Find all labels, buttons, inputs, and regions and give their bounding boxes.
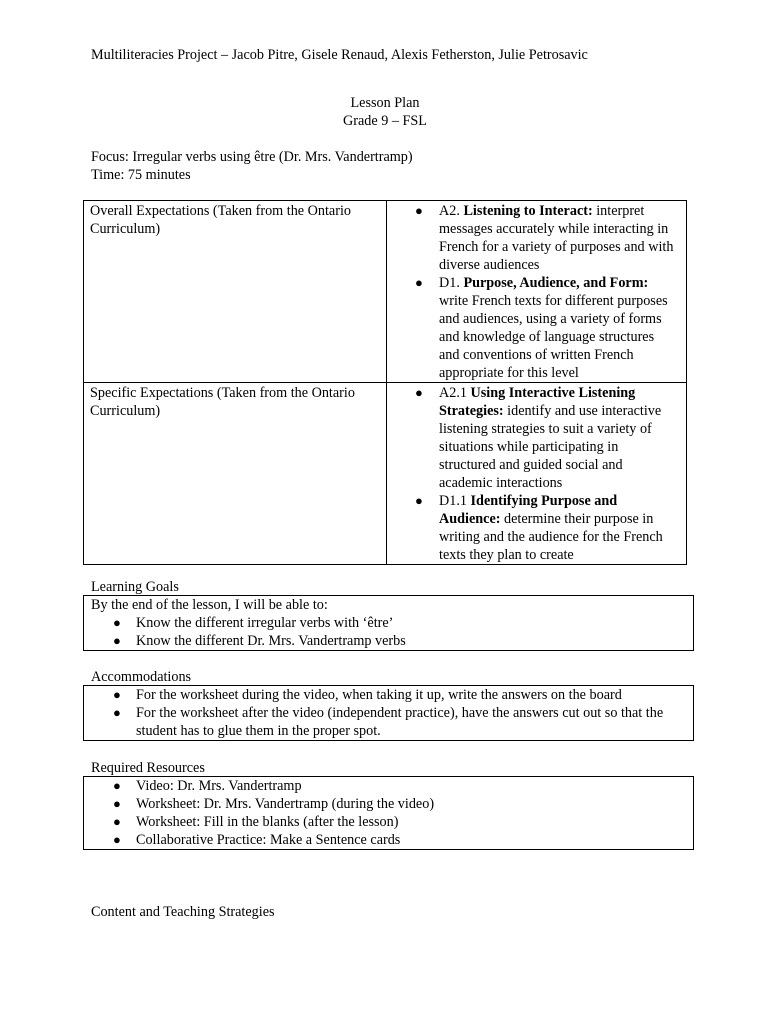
bullet-icon: ●: [113, 687, 121, 702]
resource-text: Video: Dr. Mrs. Vandertramp: [136, 778, 302, 794]
overall-expectations-list: [387, 202, 678, 382]
expectation-code: D1.1: [439, 493, 467, 509]
list-item: [387, 492, 678, 564]
resources-title: Required Resources: [91, 760, 205, 776]
document-header: Multiliteracies Project – Jacob Pitre, Gisele Renaud, Alexis Fetherston, Julie Petrosavic: [91, 47, 588, 63]
accommodations-title: Accommodations: [91, 669, 192, 685]
accommodation-text: For the worksheet during the video, when taking it up, write the answers on the board: [136, 687, 622, 703]
lesson-plan-title: Lesson Plan: [350, 95, 420, 111]
specific-expectations-list: [387, 384, 678, 564]
bullet-icon: ●: [415, 275, 423, 290]
list-item: [91, 632, 693, 650]
overall-expectations-row: [84, 201, 687, 383]
accommodations-box: [83, 685, 694, 741]
list-item: [387, 384, 678, 492]
bullet-icon: ●: [113, 814, 121, 829]
learning-goals-list: [91, 614, 693, 650]
list-item: [91, 614, 693, 632]
expectations-table: [83, 200, 687, 565]
specific-expectations-row: [84, 383, 687, 565]
list-item: [387, 274, 678, 382]
overall-expectations-label: Overall Expectations (Taken from the Ontario Curriculum): [84, 201, 387, 383]
learning-goals-intro: By the end of the lesson, I will be able to:: [91, 597, 328, 613]
expectation-text: determine their purpose in writing and the audience for the French texts they plan to create: [439, 511, 663, 563]
learning-goals-box: [83, 595, 694, 651]
list-item: [91, 795, 693, 813]
accommodation-text: For the worksheet after the video (independent practice), have the answers cut out so that the student has to glue them in the proper spot.: [136, 705, 664, 739]
expectation-text: identify and use interactive listening strategies to suit a variety of situations while participating in structured and guided social and academic interactions: [439, 403, 662, 491]
resources-list: [91, 777, 693, 849]
bullet-icon: ●: [415, 493, 423, 508]
time-text: Time: 75 minutes: [91, 167, 191, 183]
bullet-icon: ●: [415, 203, 423, 218]
resource-text: Worksheet: Dr. Mrs. Vandertramp (during the video): [136, 796, 435, 812]
learning-goal-text: Know the different Dr. Mrs. Vandertramp verbs: [136, 633, 406, 649]
expectation-strand: Listening to Interact:: [463, 203, 593, 219]
list-item: [91, 777, 693, 795]
expectation-text: write French texts for different purposes and audiences, using a variety of forms and knowledge of language structures and conventions of written French appropriate for this level: [439, 293, 668, 381]
list-item: [387, 202, 678, 274]
list-item: [91, 831, 693, 849]
accommodations-list: [91, 686, 693, 740]
expectation-strand: Identifying Purpose and Audience:: [439, 493, 618, 527]
bullet-icon: ●: [113, 778, 121, 793]
focus-text: Focus: Irregular verbs using être (Dr. Mrs. Vandertramp): [91, 149, 413, 165]
resources-box: [83, 776, 694, 850]
bullet-icon: ●: [113, 615, 121, 630]
overall-expectations-cell: [387, 201, 687, 383]
list-item: [91, 686, 693, 704]
bullet-icon: ●: [415, 385, 423, 400]
grade-subtitle: Grade 9 – FSL: [343, 113, 427, 129]
title-block: [0, 94, 770, 130]
expectation-strand: Purpose, Audience, and Form:: [463, 275, 649, 291]
specific-expectations-label: Specific Expectations (Taken from the Ontario Curriculum): [84, 383, 387, 565]
focus-block: [91, 148, 413, 184]
expectation-code: A2.: [439, 203, 460, 219]
list-item: [91, 813, 693, 831]
list-item: [91, 704, 693, 740]
expectation-code: A2.1: [439, 385, 467, 401]
learning-goal-text: Know the different irregular verbs with ‘être’: [136, 615, 394, 631]
content-strategies-title: Content and Teaching Strategies: [91, 904, 275, 920]
bullet-icon: ●: [113, 705, 121, 720]
resource-text: Collaborative Practice: Make a Sentence cards: [136, 832, 401, 848]
bullet-icon: ●: [113, 633, 121, 648]
learning-goals-title: Learning Goals: [91, 579, 179, 595]
expectation-text: interpret messages accurately while interacting in French for a variety of purposes and with diverse audiences: [439, 203, 674, 273]
bullet-icon: ●: [113, 796, 121, 811]
resource-text: Worksheet: Fill in the blanks (after the lesson): [136, 814, 399, 830]
specific-expectations-cell: [387, 383, 687, 565]
expectation-code: D1.: [439, 275, 460, 291]
bullet-icon: ●: [113, 832, 121, 847]
expectation-strand: Using Interactive Listening Strategies:: [439, 385, 636, 419]
